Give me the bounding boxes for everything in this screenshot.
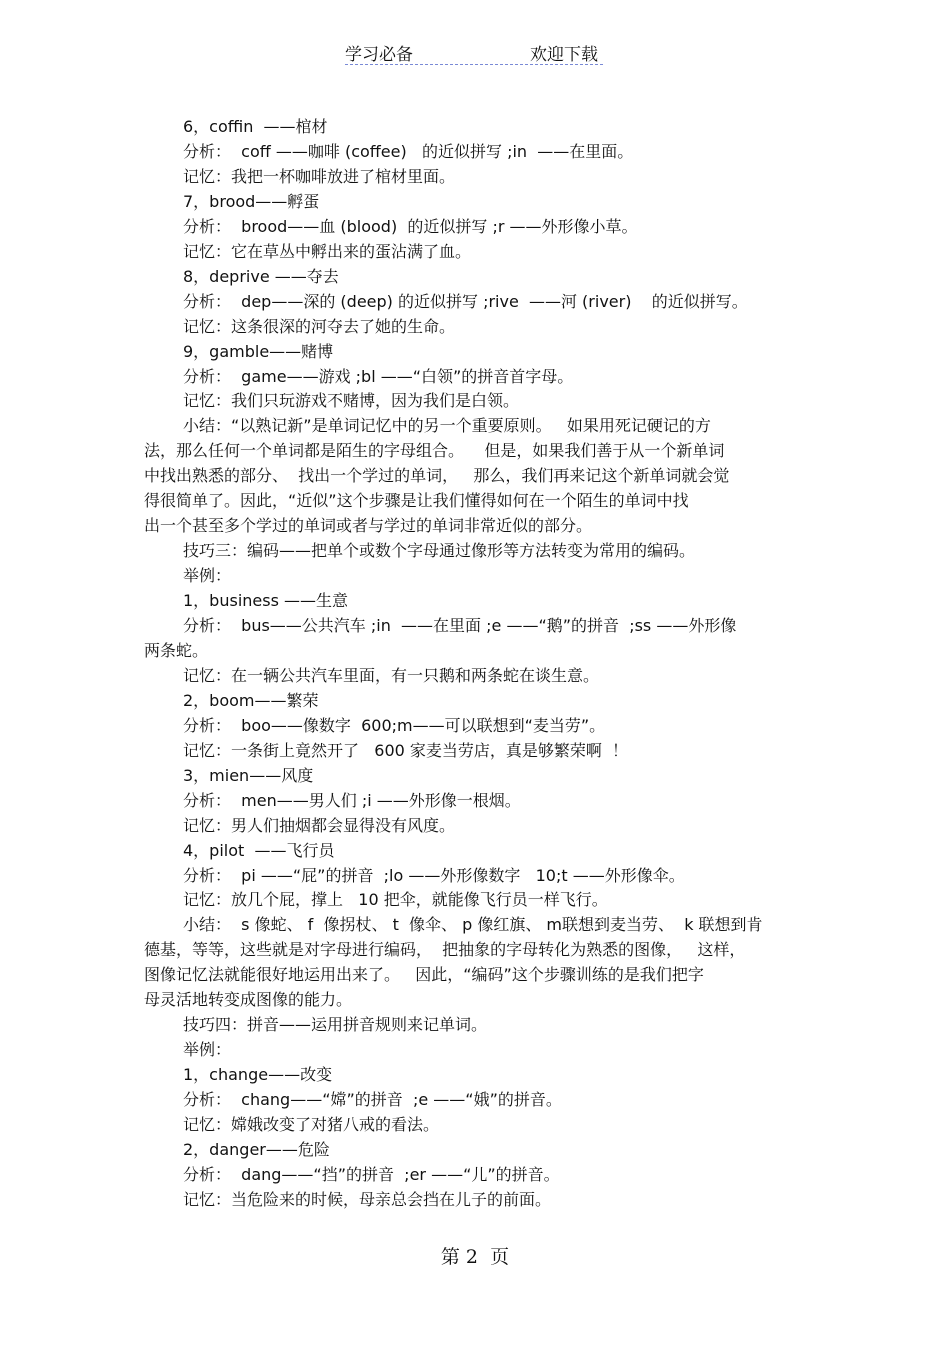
text-line: 小结： s 像蛇、 f 像拐杖、 t 像伞、 p 像红旗、 m联想到麦当劳、 k 联想到肯 [183,915,763,935]
text-line: 记忆：一条街上竟然开了 600 家麦当劳店，真是够繁荣啊 ！ [183,740,629,760]
text-line: 举例： [183,566,232,586]
text-line: 记忆：我把一杯咖啡放进了棺材里面。 [183,166,456,186]
page-number: 第 2 页 [440,1246,510,1268]
text-line: 分析： boo——像数字 600;m——可以联想到“麦当劳”。 [183,715,606,735]
text-line: 记忆：在一辆公共汽车里面，有一只鹅和两条蛇在谈生意。 [183,665,600,685]
text-line: 技巧三：编码——把单个或数个字母通过像形等方法转变为常用的编码。 [183,541,696,561]
text-line: 9，gamble——赌博 [183,341,334,361]
text-line: 4，pilot ——飞行员 [183,840,335,860]
text-line: 出一个甚至多个学过的单词或者与学过的单词非常近似的部分。 [144,516,593,536]
header-left-text: 学习必备 [345,45,413,65]
text-line: 3，mien——风度 [183,765,314,785]
text-line: 分析： game——游戏 ;bl ——“白领”的拼音首字母。 [183,366,574,386]
page-footer [0,1242,950,1269]
text-line: 8，deprive ——夺去 [183,266,339,286]
text-line: 记忆：它在草丛中孵出来的蛋沾满了血。 [183,241,472,261]
text-line: 两条蛇。 [144,640,209,660]
text-line: 图像记忆法就能很好地运用出来了。 因此，“编码”这个步骤训练的是我们把字 [144,965,704,985]
text-line: 分析： dep——深的 (deep) 的近似拼写 ;rive ——河 (river) 的近似拼写。 [183,291,748,311]
text-line: 记忆：男人们抽烟都会显得没有风度。 [183,815,456,835]
text-line: 分析： brood——血 (blood) 的近似拼写 ;r ——外形像小草。 [183,216,638,236]
text-line: 分析： men——男人们 ;i ——外形像一根烟。 [183,790,521,810]
text-line: 记忆：当危险来的时候，母亲总会挡在儿子的前面。 [183,1189,552,1209]
text-line: 2，boom——繁荣 [183,690,319,710]
text-line: 记忆：放几个屁，撑上 10 把伞，就能像飞行员一样飞行。 [183,890,608,910]
text-line: 2，danger——危险 [183,1139,330,1159]
text-line: 举例： [183,1040,232,1060]
text-line: 记忆：这条很深的河夺去了她的生命。 [183,316,456,336]
text-line: 法，那么任何一个单词都是陌生的字母组合。 但是，如果我们善于从一个新单词 [144,441,725,461]
header-dashed-rule [345,64,603,65]
text-line: 6，coffin ——棺材 [183,117,328,136]
text-line: 技巧四：拼音——运用拼音规则来记单词。 [183,1015,488,1035]
text-line: 7，brood——孵蛋 [183,191,320,211]
text-line: 德基，等等，这些就是对字母进行编码， 把抽象的字母转化为熟悉的图像， 这样， [144,940,746,960]
text-line: 分析： chang——“嫦”的拼音 ;e ——“娥”的拼音。 [183,1090,562,1110]
page-header [345,40,605,64]
text-line: 分析： pi ——“屁”的拼音 ;lo ——外形像数字 10;t ——外形像伞。 [183,865,685,885]
text-line: 母灵活地转变成图像的能力。 [144,990,353,1010]
text-line: 1，change——改变 [183,1065,333,1085]
text-line: 得很简单了。因此，“近似”这个步骤是让我们懂得如何在一个陌生的单词中找 [144,491,689,511]
text-line: 分析： coff ——咖啡 (coffee) 的近似拼写 ;in ——在里面。 [183,141,634,161]
text-line: 中找出熟悉的部分、 找出一个学过的单词， 那么，我们再来记这个新单词就会觉 [144,466,730,486]
header-right-text: 欢迎下载 [530,45,598,65]
text-line: 小结：“以熟记新”是单词记忆中的另一个重要原则。 如果用死记硬记的方 [183,416,711,436]
text-line: 记忆：嫦娥改变了对猪八戒的看法。 [183,1115,440,1134]
text-line: 记忆：我们只玩游戏不赌博，因为我们是白领。 [183,391,520,411]
text-line: 分析： dang——“挡”的拼音 ;er ——“儿”的拼音。 [183,1164,560,1184]
text-line: 1，business ——生意 [183,591,349,611]
text-line: 分析： bus——公共汽车 ;in ——在里面 ;e ——“鹅”的拼音 ;ss ——外形像 [183,616,737,635]
